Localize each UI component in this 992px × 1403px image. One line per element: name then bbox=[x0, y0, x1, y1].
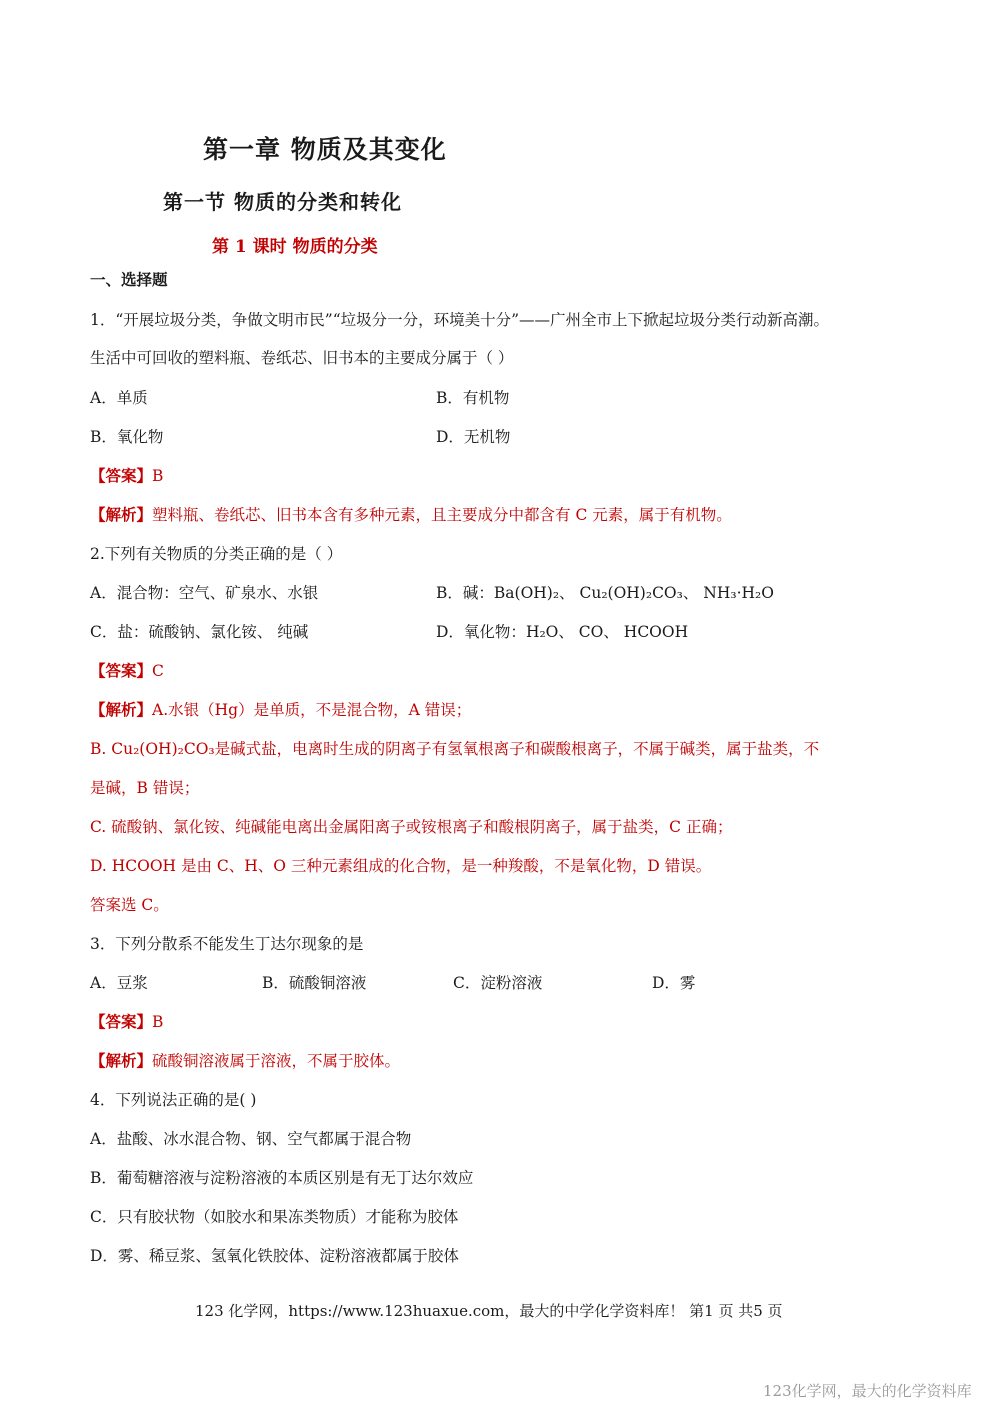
answer-label: 【答案】 bbox=[90, 661, 153, 680]
q3-answer bbox=[90, 1012, 163, 1032]
analysis-label: 【解析】 bbox=[90, 700, 153, 719]
q1-option-a: A．单质 bbox=[90, 389, 148, 407]
chapter-title: 第一章 物质及其变化 bbox=[203, 135, 447, 164]
q2-option-c: C．盐：硫酸钠、氯化铵、 纯碱 bbox=[90, 623, 309, 641]
q1-option-b: B．有机物 bbox=[436, 389, 510, 407]
q3-option-d: D．雾 bbox=[652, 974, 696, 992]
q1-stem-line2: 生活中可回收的塑料瓶、卷纸芯、旧书本的主要成分属于（ ） bbox=[90, 349, 514, 367]
q2-analysis-line1 bbox=[90, 700, 471, 720]
q2-analysis-line2: B. Cu₂(OH)₂CO₃是碱式盐，电离时生成的阴离子有氢氧根离子和碳酸根离子，不属于碱类，属于盐类，不 bbox=[90, 740, 820, 758]
q3-option-c: C．淀粉溶液 bbox=[453, 974, 543, 992]
q2-analysis-line3: 是碱，B 错误； bbox=[90, 779, 200, 797]
section-title: 第一节 物质的分类和转化 bbox=[163, 190, 402, 214]
page-footer: 123 化学网，https://www.123huaxue.com，最大的中学化学资料库！ 第1 页 共5 页 bbox=[195, 1302, 783, 1320]
answer-label: 【答案】 bbox=[90, 1012, 153, 1031]
q2-option-d bbox=[436, 622, 688, 642]
q1-answer bbox=[90, 466, 163, 486]
q2-option-b-prefix: B．碱： bbox=[436, 584, 494, 602]
analysis-label: 【解析】 bbox=[90, 505, 153, 524]
answer-label: 【答案】 bbox=[90, 466, 153, 485]
answer-value: B bbox=[152, 1013, 164, 1031]
q4-option-c: C．只有胶状物（如胶水和果冻类物质）才能称为胶体 bbox=[90, 1208, 459, 1226]
q1-analysis bbox=[90, 505, 732, 525]
q1-option-c: B．氧化物 bbox=[90, 428, 164, 446]
q2-analysis-line4: C. 硫酸钠、氯化铵、纯碱能电离出金属阳离子或铵根离子和酸根阴离子，属于盐类，C 正确； bbox=[90, 818, 733, 836]
analysis-text: 塑料瓶、卷纸芯、旧书本含有多种元素，且主要成分中都含有 C 元素，属于有机物。 bbox=[152, 506, 732, 524]
q4-option-b: B．葡萄糖溶液与淀粉溶液的本质区别是有无丁达尔效应 bbox=[90, 1169, 474, 1187]
q2-analysis-line5: D. HCOOH 是由 C、H、O 三种元素组成的化合物，是一种羧酸，不是氧化物，D 错误。 bbox=[90, 857, 712, 875]
q3-analysis bbox=[90, 1051, 400, 1071]
q2-option-b bbox=[436, 583, 774, 603]
lesson-title: 第 1 课时 物质的分类 bbox=[212, 237, 378, 257]
q2-answer bbox=[90, 661, 164, 681]
q4-stem: 4．下列说法正确的是( ) bbox=[90, 1091, 257, 1109]
answer-value: C bbox=[152, 662, 164, 680]
q1-stem-line1: 1．“开展垃圾分类，争做文明市民”“垃圾分一分，环境美十分”——广州全市上下掀起垃圾分类行动新高潮。 bbox=[90, 311, 830, 329]
q3-option-b: B．硫酸铜溶液 bbox=[262, 974, 367, 992]
analysis-text: A.水银（Hg）是单质，不是混合物，A 错误； bbox=[152, 701, 472, 719]
q4-option-a: A．盐酸、冰水混合物、钢、空气都属于混合物 bbox=[90, 1130, 412, 1148]
q2-stem: 2.下列有关物质的分类正确的是（ ） bbox=[90, 545, 343, 563]
site-watermark: 123化学网，最大的化学资料库 bbox=[763, 1382, 972, 1400]
answer-value: B bbox=[152, 467, 164, 485]
q2-analysis-line6: 答案选 C。 bbox=[90, 896, 169, 914]
q2-option-d-prefix: D．氧化物： bbox=[436, 623, 526, 641]
analysis-text: 硫酸铜溶液属于溶液，不属于胶体。 bbox=[152, 1052, 401, 1070]
q4-option-d: D．雾、稀豆浆、氢氧化铁胶体、淀粉溶液都属于胶体 bbox=[90, 1247, 459, 1265]
q1-option-d: D．无机物 bbox=[436, 428, 511, 446]
analysis-label: 【解析】 bbox=[90, 1051, 153, 1070]
q3-stem: 3．下列分散系不能发生丁达尔现象的是 bbox=[90, 935, 364, 953]
q2-option-a: A．混合物：空气、矿泉水、水银 bbox=[90, 584, 319, 602]
q2-option-d-formulas: H₂O、 CO、 HCOOH bbox=[525, 623, 689, 641]
q3-option-a: A．豆浆 bbox=[90, 974, 148, 992]
q2-option-b-formulas: Ba(OH)₂、 Cu₂(OH)₂CO₃、 NH₃·H₂O bbox=[493, 584, 774, 602]
part-title: 一、选择题 bbox=[90, 270, 168, 289]
